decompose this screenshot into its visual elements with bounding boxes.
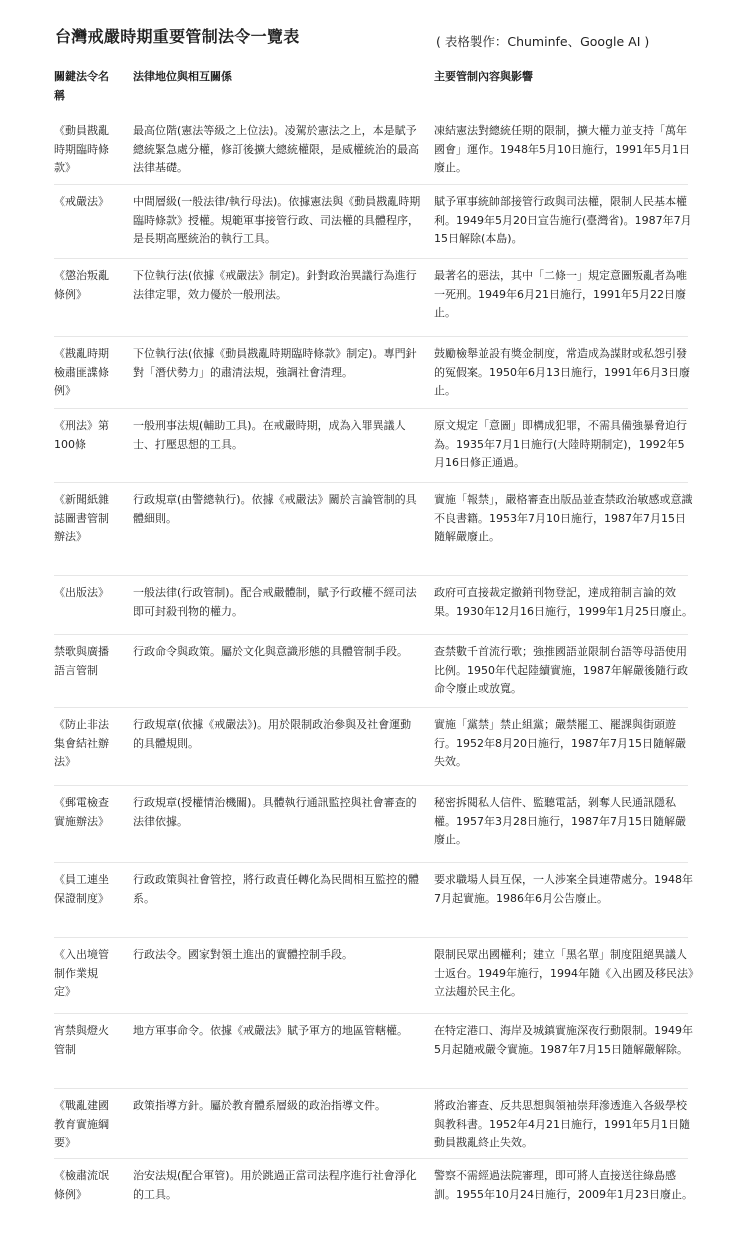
row-divider [54,258,688,259]
law-name-cell: 《懲治叛亂條例》 [54,269,109,301]
law-name-cell: 《戰亂建國教育實施綱要》 [54,1099,109,1149]
control-content-cell: 在特定港口、海岸及城鎮實施深夜行動限制。1949年5月起隨戒嚴令實施。1987年7月15日隨解嚴解除。 [434,1024,693,1056]
table-row [0,1018,740,1087]
control-content-cell: 凍結憲法對總統任期的限制，擴大權力並支持「萬年國會」運作。1948年5月10日施行，1991年5月1日廢止。 [434,124,690,174]
legal-status-cell: 治安法規(配合軍管)。用於跳過正當司法程序進行社會淨化的工具。 [133,1169,417,1201]
legal-status-cell: 中間層級(一般法律/執行母法)。依據憲法與《動員戡亂時期臨時條款》授權。規範軍事接管行政、司法權的具體程序，是長期高壓統治的執行工具。 [133,195,421,245]
legal-status-cell: 一般刑事法規(輔助工具)。在戒嚴時期，成為入罪異議人士、打壓思想的工具。 [133,419,406,451]
legal-status-cell: 政策指導方針。屬於教育體系層級的政治指導文件。 [133,1099,386,1112]
table-row [0,712,740,784]
row-divider [54,1088,688,1089]
row-divider [54,408,688,409]
header-control-content: 主要管制內容與影響 [434,70,533,83]
law-name-cell: 《檢肅流氓條例》 [54,1169,109,1201]
legal-status-cell: 地方軍事命令。依據《戒嚴法》賦予軍方的地區管轄權。 [133,1024,408,1037]
control-content-cell: 限制民眾出國權利；建立「黑名單」制度阻絕異議人士返台。1949年施行，1994年隨《入出國及移民法》立法趨於民主化。 [434,948,694,998]
law-name-cell: 《出版法》 [54,586,109,599]
law-name-cell: 《戡亂時期檢肅匪諜條例》 [54,347,109,397]
legal-status-cell: 下位執行法(依據《戒嚴法》制定)。針對政治異議行為進行法律定罪，效力優於一般刑法。 [133,269,417,301]
table-row [0,189,740,259]
control-content-cell: 政府可直接裁定撤銷刊物登記，達成箝制言論的效果。1930年12月16日施行，1999年1月25日廢止。 [434,586,693,618]
control-content-cell: 要求職場人員互保，一人涉案全員連帶處分。1948年7月起實施。1986年6月公告廢止。 [434,873,693,905]
law-name-cell: 《動員戡亂時期臨時條款》 [54,124,109,174]
control-content-cell: 原文規定「意圖」即構成犯罪，不需具備強暴脅迫行為。1935年7月1日施行(大陸時期制定)，1992年5月16日修正通過。 [434,419,687,469]
law-name-cell: 《戒嚴法》 [54,195,109,208]
table-header-row [0,68,740,112]
control-content-cell: 秘密拆閱私人信件、監聽電話，剝奪人民通訊隱私權。1957年3月28日施行，1987年7月15日隨解嚴廢止。 [434,796,686,846]
control-content-cell: 最著名的惡法，其中「二條一」規定意圖叛亂者為唯一死刑。1949年6月21日施行，1991年5月22日廢止。 [434,269,687,319]
control-content-cell: 鼓勵檢舉並設有獎金制度，常造成為謀財或私怨引發的冤假案。1950年6月13日施行，1991年6月3日廢止。 [434,347,690,397]
table-row [0,1163,740,1233]
table-row [0,790,740,861]
row-divider [54,862,688,863]
table-row [0,413,740,482]
legal-status-cell: 行政命令與政策。屬於文化與意識形態的具體管制手段。 [133,645,408,658]
row-divider [54,937,688,938]
table-row [0,580,740,634]
control-content-cell: 將政治審查、反共思想與領袖崇拜滲透進入各級學校與教科書。1952年4月21日施行，1991年5月1日隨動員戡亂終止失效。 [434,1099,690,1149]
legal-status-cell: 行政規章(由警總執行)。依據《戒嚴法》關於言論管制的具體細則。 [133,493,417,525]
page-header [0,0,740,60]
row-divider [54,785,688,786]
legal-status-cell: 行政規章(依據《戒嚴法》)。用於限制政治參與及社會運動的具體規則。 [133,718,412,750]
row-divider [54,336,688,337]
control-content-cell: 實施「黨禁」禁止組黨；嚴禁罷工、罷課與街頭遊行。1952年8月20日施行，1987年7月15日隨解嚴失效。 [434,718,686,768]
table-row [0,263,740,336]
law-name-cell: 宵禁與燈火管制 [54,1024,109,1056]
row-divider [54,184,688,185]
law-name-cell: 《新聞紙雜誌圖書管制辦法》 [54,493,109,543]
table-row [0,867,740,935]
legal-status-cell: 行政政策與社會管控，將行政責任轉化為民間相互監控的體系。 [133,873,419,905]
row-divider [54,575,688,576]
table-row [0,118,740,180]
control-content-cell: 查禁數千首流行歌；強推國語並限制台語等母語使用比例。1950年代起陸續實施，1987年解嚴後隨行政命令廢止或放寬。 [434,645,688,695]
table-row [0,341,740,408]
law-name-cell: 《防止非法集會結社辦法》 [54,718,109,768]
table-credit: ( 表格製作：Chuminfe、Google AI ) [436,34,650,49]
legal-status-cell: 一般法律(行政管制)。配合戒嚴體制，賦予行政權不經司法即可封殺刊物的權力。 [133,586,417,618]
table-row [0,487,740,574]
legal-status-cell: 最高位階(憲法等級之上位法)。凌駕於憲法之上，本是賦予總統緊急處分權，修訂後擴大總統權限，是威權統治的最高法律基礎。 [133,124,419,174]
control-content-cell: 實施「報禁」，嚴格審查出版品並查禁政治敏感或意識不良書籍。1953年7月10日施行，1987年7月15日隨解嚴廢止。 [434,493,693,543]
table-row [0,1093,740,1157]
control-content-cell: 賦予軍事統帥部接管行政與司法權，限制人民基本權利。1949年5月20日宣告施行(臺灣省)。1987年7月15日解除(本島)。 [434,195,692,245]
law-name-cell: 《員工連坐保證制度》 [54,873,109,905]
law-name-cell: 禁歌與廣播語言管制 [54,645,109,677]
table-row [0,639,740,706]
control-content-cell: 警察不需經過法院審理，即可將人直接送往綠島感訓。1955年10月24日施行，2009年1月23日廢止。 [434,1169,693,1201]
table-row [0,942,740,1012]
row-divider [54,1013,688,1014]
row-divider [54,1158,688,1159]
law-name-cell: 《刑法》第100條 [54,419,109,451]
law-name-cell: 《郵電檢查實施辦法》 [54,796,109,828]
row-divider [54,482,688,483]
header-legal-status: 法律地位與相互關係 [133,70,232,83]
header-law-name: 關鍵法令名稱 [54,70,109,102]
legal-status-cell: 下位執行法(依據《動員戡亂時期臨時條款》制定)。專門針對「潛伏勢力」的肅清法規，強調社會清理。 [133,347,417,379]
law-name-cell: 《入出境管制作業規定》 [54,948,109,998]
row-divider [54,707,688,708]
legal-status-cell: 行政法令。國家對領土進出的實體控制手段。 [133,948,353,961]
row-divider [54,634,688,635]
page-title: 台灣戒嚴時期重要管制法令一覽表 [55,27,300,46]
legal-status-cell: 行政規章(授權情治機關)。具體執行通訊監控與社會審查的法律依據。 [133,796,417,828]
